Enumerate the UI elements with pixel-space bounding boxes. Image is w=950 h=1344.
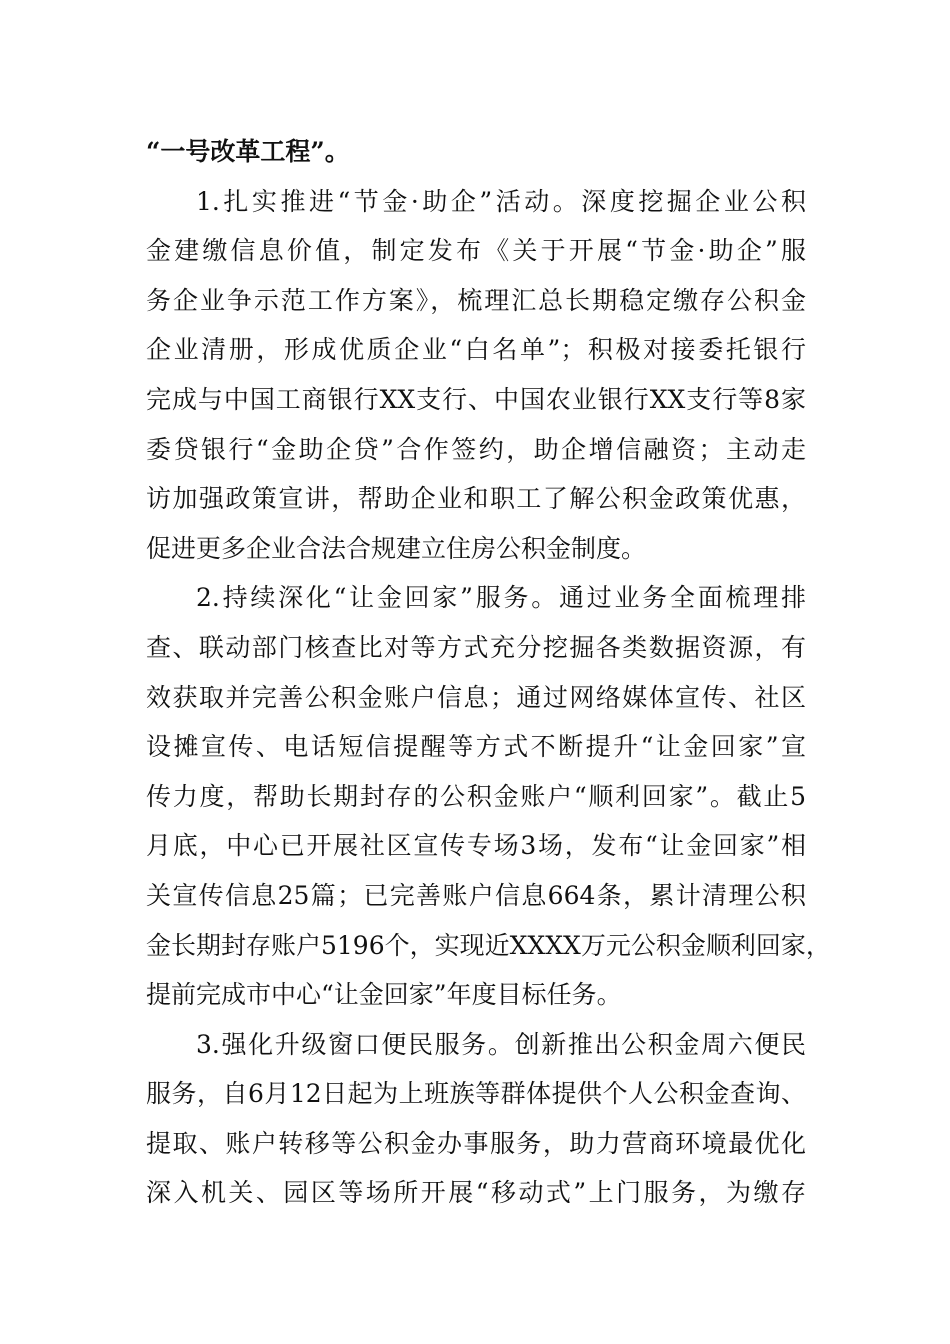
document-body (146, 127, 831, 1218)
paragraph-1-line-3: 务企业争示范工作方案》，梳理汇总长期稳定缴存公积金 (146, 285, 806, 315)
paragraph-2-line-2: 查、联动部门核查比对等方式充分挖掘各类数据资源，有 (146, 632, 806, 662)
paragraph-1-line-1: 1.扎实推进“节金·助企”活动。深度挖掘企业公积 (196, 186, 806, 216)
paragraph-2-line-4: 设摊宣传、电话短信提醒等方式不断提升“让金回家”宣 (146, 732, 806, 762)
paragraph-3-line-1: 3.强化升级窗口便民服务。创新推出公积金周六便民 (196, 1029, 806, 1059)
paragraph-2-line-1: 2.持续深化“让金回家”服务。通过业务全面梳理排 (196, 583, 806, 613)
paragraph-2-line-5: 传力度，帮助长期封存的公积金账户“顺利回家”。截止5 (146, 781, 806, 811)
paragraph-2-line-3: 效获取并完善公积金账户信息；通过网络媒体宣传、社区 (146, 682, 806, 712)
paragraph-2-line-7: 关宣传信息25篇；已完善账户信息664条，累计清理公积 (146, 880, 806, 910)
paragraph-1-line-7: 访加强政策宣讲，帮助企业和职工了解公积金政策优惠， (146, 484, 806, 514)
paragraph-2-line-8: 金长期封存账户5196个，实现近XXXX万元公积金顺利回家， (146, 930, 831, 960)
paragraph-3-line-2: 服务，自6月12日起为上班族等群体提供个人公积金查询、 (146, 1079, 806, 1109)
paragraph-2-line-6: 月底，中心已开展社区宣传专场3场，发布“让金回家”相 (146, 831, 806, 861)
paragraph-2-line-9: 提前完成市中心“让金回家”年度目标任务。 (146, 980, 622, 1010)
paragraph-1-line-8: 促进更多企业合法合规建立住房公积金制度。 (146, 533, 647, 563)
paragraph-3-line-4: 深入机关、园区等场所开展“移动式”上门服务，为缴存 (146, 1178, 806, 1208)
paragraph-1-line-2: 金建缴信息价值，制定发布《关于开展“节金·助企”服 (146, 236, 806, 266)
paragraph-1-line-4: 企业清册，形成优质企业“白名单”；积极对接委托银行 (146, 335, 806, 365)
paragraph-3-line-3: 提取、账户转移等公积金办事服务，助力营商环境最优化 (146, 1128, 806, 1158)
paragraph-1-line-5: 完成与中国工商银行XX支行、中国农业银行XX支行等8家 (146, 384, 806, 414)
paragraph-1-line-6: 委贷银行“金助企贷”合作签约，助企增信融资；主动走 (146, 434, 806, 464)
section-heading-tail: “一号改革工程”。 (146, 137, 350, 166)
